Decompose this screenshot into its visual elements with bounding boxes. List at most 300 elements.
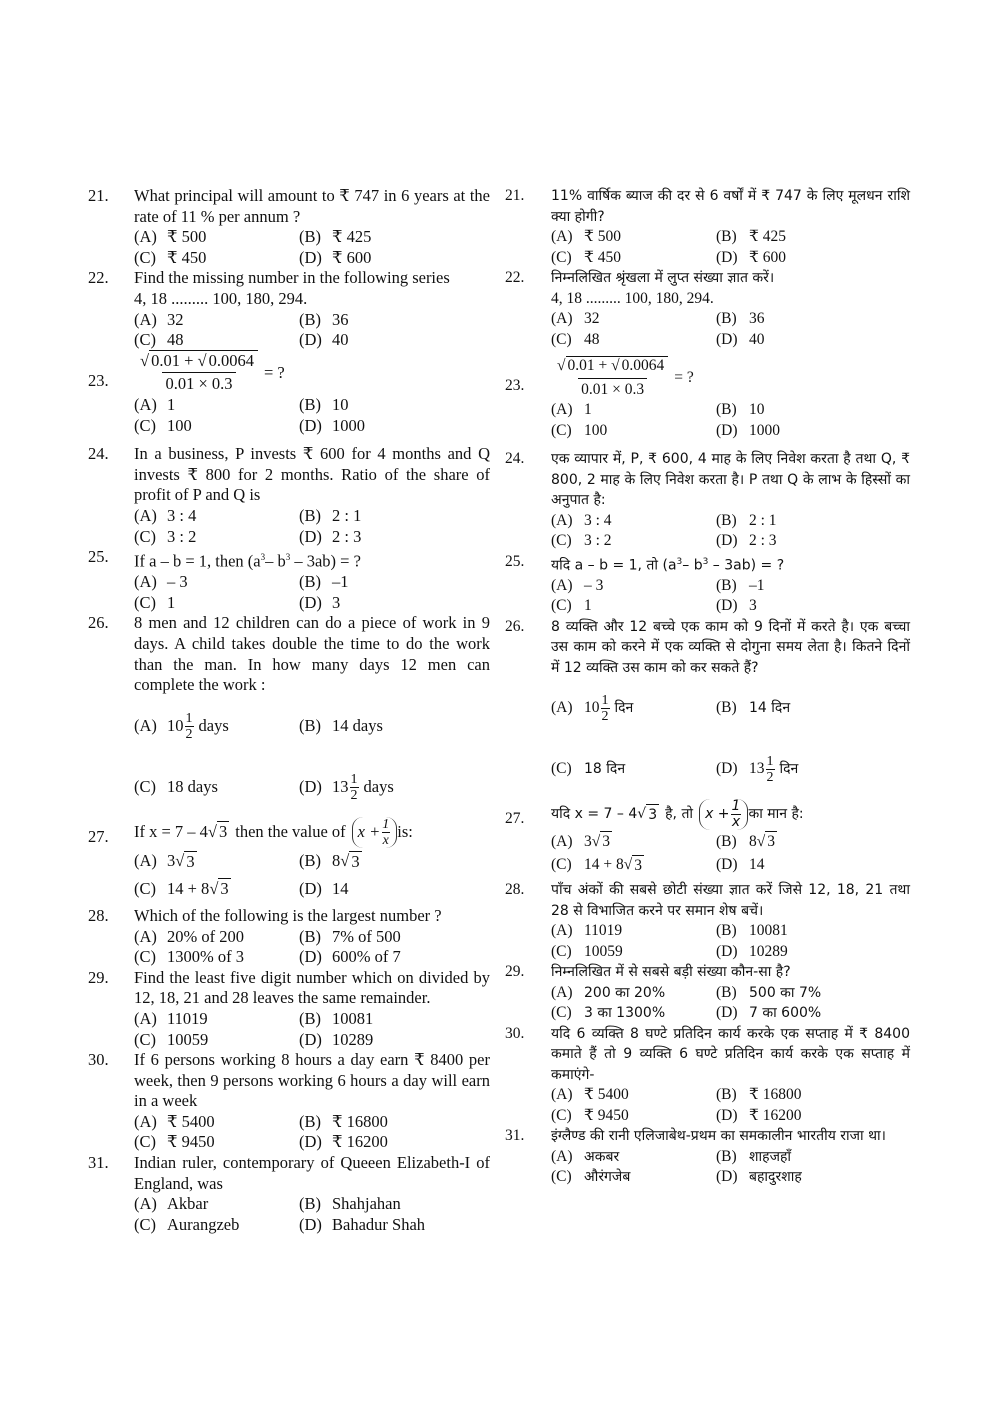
- option-label: (A): [551, 511, 573, 529]
- option-label: (A): [551, 1086, 573, 1104]
- parenthesized-expression: [699, 799, 748, 830]
- option-label: (D): [716, 760, 738, 778]
- radical-sign: √: [175, 851, 185, 871]
- radical-sign: √: [557, 357, 566, 374]
- whole-number: 10: [584, 699, 600, 717]
- option-value: 3: [332, 592, 341, 612]
- question-body: [134, 817, 490, 900]
- option-label: (D): [716, 1004, 738, 1022]
- series: 4, 18 ......... 100, 180, 294.: [134, 288, 308, 308]
- option-label: (C): [134, 330, 156, 350]
- option-label: (A): [134, 572, 157, 592]
- option-label: (D): [299, 1029, 322, 1049]
- option-label: (D): [716, 597, 738, 615]
- option-label: (C): [134, 247, 156, 267]
- option-value: ₹ 16200: [332, 1132, 388, 1152]
- question-number: 31.: [88, 1153, 109, 1173]
- option-label: (B): [299, 505, 321, 525]
- fraction-numerator: [137, 351, 261, 373]
- option-b: [299, 927, 490, 948]
- option-c: [134, 878, 299, 900]
- question-number: 25.: [88, 547, 109, 567]
- option-label: (B): [299, 309, 321, 329]
- question-23: [88, 351, 490, 436]
- option-label: (B): [299, 1008, 321, 1028]
- option-b: [716, 227, 910, 248]
- option-c: [551, 855, 716, 877]
- question-body: [551, 880, 910, 962]
- option-label: (D): [716, 330, 738, 348]
- option-label: (A): [551, 576, 573, 594]
- option-c: [134, 593, 299, 614]
- option-label: (C): [551, 760, 572, 778]
- option-c: [551, 330, 716, 351]
- question-number: 23.: [88, 370, 109, 390]
- option-label: (A): [551, 983, 573, 1001]
- option-b: [299, 395, 490, 416]
- radical-sign: √: [591, 832, 601, 850]
- question-31: [505, 1126, 910, 1188]
- option-value: अकबर: [584, 1148, 620, 1165]
- option-value: ₹ 500: [167, 227, 207, 247]
- question-body: [551, 1024, 910, 1127]
- option-label: (A): [551, 922, 573, 940]
- option-a: [551, 693, 716, 724]
- question-text: Indian ruler, contemporary of Queeen Elizabeth-I of England, was: [134, 1153, 490, 1193]
- option-d: [299, 878, 490, 900]
- question-text: निम्नलिखित श्रृंखला में लुप्त संख्या ज्ञात करें।: [551, 270, 775, 286]
- options: [134, 927, 490, 968]
- options: [551, 1147, 910, 1188]
- option-value: 1000: [332, 415, 365, 435]
- option-label: (C): [134, 776, 156, 796]
- option-value: 10289: [332, 1029, 374, 1049]
- question-body: [134, 1050, 490, 1153]
- option-label: (B): [716, 832, 737, 850]
- question-23: [505, 356, 910, 441]
- option-value: 40: [332, 330, 349, 350]
- fraction: [554, 356, 671, 400]
- option-c: [551, 1167, 716, 1188]
- option-label: (D): [716, 856, 738, 874]
- option-label: (A): [134, 926, 157, 946]
- fraction-numerator: 1: [350, 771, 358, 787]
- option-value: ₹ 5400: [584, 1086, 629, 1104]
- option-d: [299, 947, 490, 968]
- option-a: [134, 1009, 299, 1030]
- option-d: [716, 248, 910, 269]
- option-c: [134, 330, 299, 351]
- option-d: [299, 248, 490, 269]
- fraction-denominator: 2: [185, 726, 193, 742]
- option-label: (C): [134, 878, 156, 898]
- option-value: 32: [167, 309, 184, 329]
- option-label: (B): [299, 227, 321, 247]
- radical-sign: √: [756, 832, 766, 850]
- option-value: – 3: [584, 576, 604, 594]
- question-body: [134, 186, 490, 268]
- question-body: [134, 906, 490, 968]
- option-c: [551, 1106, 716, 1127]
- option-d: [299, 527, 490, 548]
- option-value: 10059: [167, 1029, 209, 1049]
- option-d: [299, 593, 490, 614]
- options: [551, 227, 910, 268]
- option-value: 18 दिन: [584, 761, 626, 778]
- option-value: 10059: [584, 942, 623, 960]
- radical-sign: √: [340, 851, 350, 871]
- option-d: [716, 421, 910, 442]
- option-value: 36: [749, 310, 765, 327]
- option-value: ₹ 16800: [749, 1086, 802, 1104]
- question-text: 11% वार्षिक ब्याज की दर से 6 वर्षों में ₹ 747 के लिए मूलधन राशि क्या होगी?: [551, 188, 910, 225]
- stem-part: – 3ab) = ?: [290, 551, 361, 571]
- option-label: (B): [299, 572, 321, 592]
- option-d: [299, 1215, 490, 1236]
- option-value: 600% of 7: [332, 947, 401, 967]
- question-number: 26.: [88, 613, 109, 633]
- option-c: [551, 942, 716, 963]
- options: [134, 310, 490, 351]
- option-label: (B): [716, 699, 737, 717]
- option-c: [551, 531, 716, 552]
- option-value: 18 days: [167, 776, 218, 796]
- options: [551, 511, 910, 552]
- option-label: (A): [134, 1111, 157, 1131]
- question-body: [551, 268, 910, 350]
- fraction: [766, 754, 775, 785]
- expression: [551, 356, 910, 400]
- option-label: (A): [551, 228, 573, 245]
- question-text: [551, 552, 910, 576]
- question-body: [551, 186, 910, 268]
- question-body: [134, 268, 490, 350]
- options: [551, 693, 910, 785]
- option-value: 1000: [749, 421, 780, 439]
- option-label: (B): [716, 576, 737, 594]
- options: [134, 1194, 490, 1235]
- option-value: 500 का 7%: [749, 984, 822, 1001]
- option-value: 2 : 1: [332, 505, 362, 525]
- exponent: 3: [260, 552, 266, 563]
- option-label: (C): [551, 248, 572, 266]
- equals-question: = ?: [263, 362, 285, 382]
- option-value: ₹ 9450: [584, 1106, 629, 1124]
- option-b: [299, 1009, 490, 1030]
- question-body: [551, 962, 910, 1024]
- option-value: 100: [167, 415, 192, 435]
- option-value: 3 : 2: [167, 526, 197, 546]
- option-label: (B): [299, 715, 321, 735]
- fraction-denominator: 0.01 × 0.3: [162, 372, 235, 395]
- option-value: 11019: [167, 1008, 208, 1028]
- option-label: (C): [551, 942, 572, 960]
- option-label: (D): [716, 248, 738, 266]
- option-value: Akbar: [167, 1194, 209, 1214]
- unit: दिन: [779, 761, 799, 778]
- option-label: (C): [551, 532, 572, 549]
- fraction-denominator: 0.01 × 0.3: [578, 378, 647, 401]
- option-d: [716, 596, 910, 617]
- option-b: [299, 310, 490, 331]
- question-text: यदि 6 व्यक्ति 8 घण्टे प्रतिदिन कार्य करके एक सप्ताह में ₹ 8400 कमाते हैं तो 9 व्यक्ति 6 घण्टे प्रतिदिन कार्य करके एक सप्ताह में कमाएंगे-: [551, 1025, 910, 1083]
- question-25: [88, 547, 490, 613]
- option-a: [134, 572, 299, 593]
- options: [551, 309, 910, 350]
- options: [551, 400, 910, 441]
- option-value: ₹ 5400: [167, 1111, 215, 1131]
- option-label: (B): [716, 922, 737, 940]
- square-root: [149, 350, 258, 370]
- square-root: 3: [186, 851, 195, 871]
- stem-part: का मान है:: [748, 806, 804, 823]
- option-a: [551, 1147, 716, 1168]
- expression: [134, 351, 490, 395]
- option-value: 8: [749, 832, 757, 850]
- option-value: 32: [584, 310, 600, 327]
- option-value: 10: [332, 394, 349, 414]
- options: [134, 1112, 490, 1153]
- options: [551, 921, 910, 962]
- question-28: [88, 906, 490, 968]
- fraction: [137, 351, 261, 395]
- question-26: [505, 617, 910, 786]
- question-number: 27.: [88, 826, 109, 846]
- question-text: Find the missing number in the following series: [134, 268, 450, 288]
- fraction-denominator: x: [731, 814, 741, 831]
- option-d: [716, 855, 910, 877]
- option-d: [716, 330, 910, 351]
- option-value: ₹ 16200: [749, 1106, 802, 1124]
- option-label: (D): [299, 330, 322, 350]
- exponent: 3: [676, 556, 683, 567]
- option-value: 1: [584, 597, 592, 615]
- option-value: 10: [749, 401, 765, 418]
- square-root: 3: [646, 804, 659, 826]
- stem-part: If x = 7 – 4: [134, 821, 208, 841]
- option-value: 3: [584, 832, 592, 850]
- option-b: [716, 1147, 910, 1168]
- option-d: [299, 416, 490, 437]
- option-label: (B): [716, 511, 737, 529]
- stem-part: If a – b = 1, then (a: [134, 551, 261, 571]
- option-d: [716, 1106, 910, 1127]
- option-d: [299, 330, 490, 351]
- exponent: 3: [702, 556, 709, 567]
- option-value: ₹ 500: [584, 228, 621, 245]
- option-d: [299, 1030, 490, 1051]
- option-a: [134, 310, 299, 331]
- question-26: [88, 613, 490, 802]
- fraction-denominator: 2: [601, 709, 609, 725]
- option-value: 20% of 200: [167, 926, 244, 946]
- option-c: [134, 1215, 299, 1236]
- option-value: 14 + 8: [167, 878, 210, 898]
- options: [134, 227, 490, 268]
- stem-part: है, तो: [665, 806, 694, 823]
- stem-part: – 3ab) = ?: [708, 557, 785, 574]
- option-label: (D): [299, 526, 322, 546]
- option-a: [551, 511, 716, 532]
- option-label: (B): [716, 1086, 737, 1104]
- option-value: –1: [749, 576, 765, 594]
- question-body: [551, 617, 910, 786]
- question-text: What principal will amount to ₹ 747 in 6 years at the rate of 11 % per annum ?: [134, 186, 490, 226]
- option-value: 8: [332, 851, 341, 871]
- option-label: (D): [716, 421, 738, 439]
- question-28: [505, 880, 910, 962]
- fraction-numerator: 1: [731, 798, 741, 815]
- option-label: (C): [134, 592, 156, 612]
- question-text: [134, 547, 490, 572]
- option-value: 48: [584, 330, 600, 348]
- parenthesized-expression: [352, 817, 398, 848]
- equals-question: = ?: [674, 368, 694, 386]
- fraction-numerator: 1: [185, 710, 193, 726]
- option-value: 1: [584, 401, 592, 418]
- option-value: 100: [584, 421, 608, 439]
- question-body: [134, 444, 490, 547]
- fraction-denominator: x: [382, 832, 389, 848]
- question-number: 28.: [505, 881, 525, 899]
- option-value: – 3: [167, 572, 188, 592]
- question-text: इंग्लैण्ड की रानी एलिजाबेथ-प्रथम का समकालीन भारतीय राजा था।: [551, 1128, 886, 1145]
- question-body: [551, 552, 910, 617]
- option-value: 14: [749, 856, 765, 874]
- option-a: [134, 506, 299, 527]
- option-label: (B): [716, 983, 737, 1001]
- radical-sign: √: [611, 357, 620, 374]
- question-body: [551, 799, 910, 876]
- option-b: [716, 693, 910, 724]
- option-label: (A): [551, 401, 573, 418]
- option-label: (D): [299, 776, 322, 796]
- option-value: ₹ 9450: [167, 1132, 215, 1152]
- option-label: (D): [299, 947, 322, 967]
- option-value: Aurangzeb: [167, 1214, 240, 1234]
- option-label: (D): [299, 247, 322, 267]
- option-label: (D): [299, 1132, 322, 1152]
- option-a: [551, 983, 716, 1004]
- option-label: (B): [716, 310, 737, 327]
- option-value: Shahjahan: [332, 1194, 401, 1214]
- option-value: 48: [167, 330, 184, 350]
- option-value: 1300% of 3: [167, 947, 244, 967]
- option-value: Bahadur Shah: [332, 1214, 426, 1234]
- question-25: [505, 552, 910, 617]
- question-29: [88, 968, 490, 1050]
- option-b: [716, 831, 910, 853]
- fraction-numerator: 1: [382, 816, 390, 832]
- option-label: (C): [551, 421, 572, 439]
- option-b: [299, 572, 490, 593]
- option-d: [716, 1003, 910, 1024]
- option-c: [551, 754, 716, 785]
- option-label: (A): [551, 699, 573, 717]
- question-29: [505, 962, 910, 1024]
- option-a: [134, 711, 299, 742]
- option-label: (C): [134, 1029, 156, 1049]
- option-label: (B): [716, 228, 737, 245]
- option-label: (B): [716, 401, 737, 418]
- fraction-numerator: 1: [601, 693, 609, 709]
- question-number: 30.: [88, 1050, 109, 1070]
- option-label: (D): [299, 415, 322, 435]
- question-text: पाँच अंकों की सबसे छोटी संख्या ज्ञात करें जिसे 12, 18, 21 तथा 28 से विभाजित करने पर समान शेष बचें।: [551, 882, 910, 919]
- option-label: (C): [551, 330, 572, 348]
- option-c: [551, 421, 716, 442]
- question-text: Which of the following is the largest number ?: [134, 905, 442, 925]
- question-number: 24.: [505, 450, 525, 467]
- option-value: 10289: [749, 942, 788, 960]
- option-b: [716, 400, 910, 421]
- series: 4, 18 ......... 100, 180, 294.: [551, 289, 714, 307]
- options: [134, 506, 490, 547]
- option-label: (C): [134, 1214, 156, 1234]
- question-30: [505, 1024, 910, 1127]
- square-root: [566, 356, 669, 374]
- option-value: ₹ 450: [584, 248, 621, 266]
- question-body: [551, 1126, 910, 1188]
- option-label: (C): [551, 1106, 572, 1124]
- option-label: (C): [134, 1132, 156, 1152]
- square-root: 3: [632, 855, 644, 877]
- option-value: 11019: [584, 922, 623, 940]
- options: [134, 572, 490, 613]
- option-d: [716, 531, 910, 552]
- stem-part: – b: [682, 557, 703, 574]
- question-number: 24.: [88, 444, 109, 464]
- option-b: [716, 309, 910, 330]
- option-c: [134, 527, 299, 548]
- stem-part: then the value of: [235, 821, 346, 841]
- option-value: 14 days: [332, 715, 383, 735]
- option-c: [134, 248, 299, 269]
- option-label: (B): [716, 1147, 737, 1165]
- square-root: 3: [600, 831, 612, 853]
- option-label: (C): [551, 856, 572, 874]
- expression-term: x +: [357, 821, 381, 841]
- option-value: 1: [167, 394, 176, 414]
- question-text: In a business, P invests ₹ 600 for 4 months and Q invests ₹ 800 for 2 months. Ratio of the share of profit of P and Q is: [134, 444, 490, 505]
- option-value: 200 का 20%: [584, 984, 666, 1001]
- question-21: [505, 186, 910, 268]
- option-a: [551, 400, 716, 421]
- option-label: (A): [134, 851, 157, 871]
- option-value: 10081: [749, 922, 788, 940]
- unit: days: [363, 776, 394, 796]
- option-label: (A): [134, 1008, 157, 1028]
- option-value: शाहजहाँ: [749, 1148, 792, 1165]
- options: [134, 395, 490, 436]
- option-b: [299, 1194, 490, 1215]
- whole-number: 13: [332, 776, 349, 796]
- option-label: (C): [134, 415, 156, 435]
- stem-part: is:: [397, 821, 413, 841]
- fraction: [381, 817, 390, 848]
- question-number: 31.: [505, 1127, 525, 1145]
- question-body: [134, 968, 490, 1050]
- question-number: 25.: [505, 552, 525, 570]
- option-a: [551, 576, 716, 597]
- option-a: [134, 395, 299, 416]
- option-c: [134, 947, 299, 968]
- option-a: [134, 851, 299, 873]
- radical-sign: √: [209, 878, 219, 898]
- option-label: (B): [299, 1111, 321, 1131]
- option-a: [551, 831, 716, 853]
- option-value: 2 : 3: [332, 526, 362, 546]
